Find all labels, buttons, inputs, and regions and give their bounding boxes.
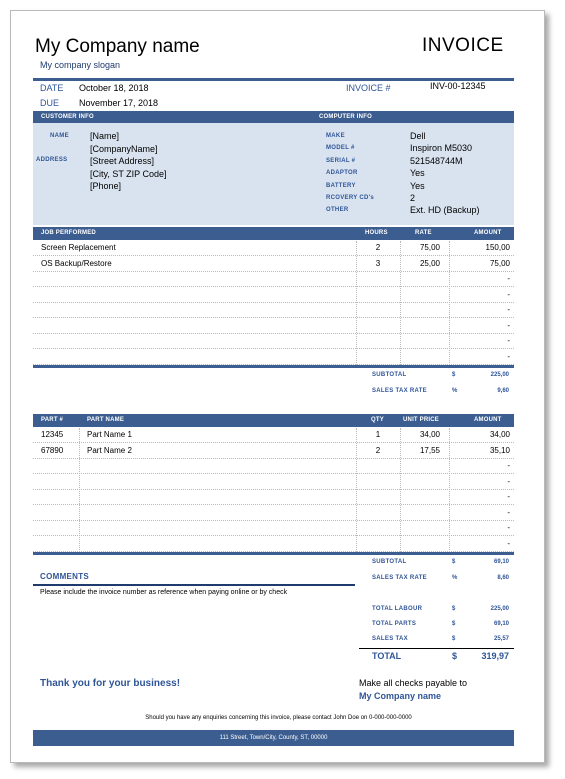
jobs-cell-amount: - <box>507 305 510 314</box>
footer-address-bar: 111 Street, Town/City, County, ST, 00000 <box>33 730 514 746</box>
parts-cell-part_no: 67890 <box>41 445 64 455</box>
parts-tax-value: 8,60 <box>497 575 509 581</box>
jobs-tax-label: SALES TAX RATE <box>372 388 427 394</box>
column-divider <box>79 428 80 552</box>
parts-col-qty: QTY <box>371 417 384 423</box>
table-row <box>33 350 514 365</box>
grand-total-value: 319,97 <box>481 651 509 661</box>
customer-info-heading: CUSTOMER INFO <box>41 114 94 120</box>
table-row <box>33 319 514 334</box>
table-row <box>33 506 514 521</box>
jobs-cell-rate: 75,00 <box>419 243 440 252</box>
table-row <box>33 272 514 287</box>
parts-header-bar <box>33 414 514 427</box>
jobs-cell-job: OS Backup/Restore <box>41 258 112 268</box>
parts-subtotal-currency: $ <box>452 559 456 565</box>
parts-cell-amount: - <box>507 538 510 548</box>
computer-field-value: 521548744M <box>410 155 463 166</box>
parts-col-amount: AMOUNT <box>474 417 502 423</box>
total-tax-value: 25,57 <box>493 636 509 642</box>
computer-info-heading: COMPUTER INFO <box>319 114 372 120</box>
company-name: My Company name <box>35 36 200 57</box>
parts-subtotal-label: SUBTOTAL <box>372 559 407 565</box>
parts-cell-amount: - <box>507 461 510 470</box>
parts-cell-amount: - <box>507 492 510 501</box>
info-box <box>33 123 514 225</box>
invoice-page <box>10 10 545 763</box>
computer-field-label: MAKE <box>326 133 345 139</box>
computer-field-value: Dell <box>410 131 426 141</box>
table-row <box>33 459 514 474</box>
jobs-bottom-rule <box>33 365 514 368</box>
customer-line: [Street Address] <box>90 156 155 166</box>
date-value: October 18, 2018 <box>79 83 149 93</box>
thank-you-message: Thank you for your business! <box>40 678 181 689</box>
parts-cell-amount: 35,10 <box>489 445 510 455</box>
jobs-col-amount: AMOUNT <box>474 230 502 236</box>
table-row <box>33 334 514 349</box>
parts-cell-amount: - <box>507 507 510 517</box>
jobs-tax-percent: % <box>452 388 458 394</box>
invoice-number-value: INV-00-12345 <box>430 81 486 91</box>
parts-table <box>33 428 514 552</box>
total-parts-value: 69,10 <box>493 621 509 627</box>
computer-field-label: RCOVERY CD's <box>326 195 375 201</box>
parts-col-part-no: PART # <box>41 417 64 423</box>
due-value: November 17, 2018 <box>79 98 159 108</box>
total-labour-currency: $ <box>452 606 456 612</box>
computer-field-value: 2 <box>410 193 416 203</box>
computer-field-label: ADAPTOR <box>326 170 358 177</box>
table-row <box>33 475 514 490</box>
invoice-title: INVOICE <box>422 35 504 56</box>
total-tax-currency: $ <box>452 636 456 642</box>
parts-cell-unit_price: 17,55 <box>419 445 440 455</box>
computer-field-value: Yes <box>410 180 425 191</box>
jobs-col-rate: RATE <box>415 230 432 236</box>
total-tax-label: SALES TAX <box>372 636 408 642</box>
total-labour-label: TOTAL LABOUR <box>372 606 423 612</box>
jobs-col-hours: HOURS <box>365 230 388 236</box>
column-divider <box>400 428 401 552</box>
table-row <box>33 490 514 505</box>
grand-total-currency: $ <box>452 651 458 661</box>
table-row <box>33 241 514 256</box>
payable-line: Make all checks payable to <box>359 678 468 688</box>
date-label: DATE <box>40 83 64 93</box>
parts-cell-amount: 34,00 <box>489 430 510 439</box>
customer-line: [Name] <box>90 131 120 141</box>
table-row <box>33 257 514 272</box>
jobs-cell-amount: - <box>507 336 510 345</box>
column-divider <box>449 241 450 365</box>
parts-col-part-name: PART NAME <box>87 417 125 423</box>
computer-field-label: SERIAL # <box>326 157 356 164</box>
table-row <box>33 428 514 443</box>
customer-line: [Phone] <box>90 181 122 191</box>
table-row <box>33 288 514 303</box>
total-rule <box>359 648 514 649</box>
jobs-header-bar <box>33 227 514 240</box>
parts-cell-amount: - <box>507 476 510 486</box>
table-row <box>33 303 514 318</box>
computer-field-label: OTHER <box>326 207 349 214</box>
comments-label: COMMENTS <box>40 572 90 581</box>
total-parts-currency: $ <box>452 621 456 627</box>
jobs-subtotal-currency: $ <box>452 372 456 378</box>
table-row <box>33 444 514 459</box>
jobs-cell-amount: - <box>507 274 510 283</box>
due-label: DUE <box>40 98 60 108</box>
customer-address-label: ADDRESS <box>36 157 68 163</box>
column-divider <box>356 241 357 365</box>
jobs-cell-rate: 25,00 <box>419 258 440 268</box>
column-divider <box>356 428 357 552</box>
total-parts-label: TOTAL PARTS <box>372 621 417 627</box>
customer-line: [CompanyName] <box>90 143 158 154</box>
total-labour-value: 225,00 <box>490 606 509 612</box>
company-slogan: My company slogan <box>40 60 121 70</box>
comments-text: Please include the invoice number as reference when paying online or by check <box>40 589 288 596</box>
computer-field-label: BATTERY <box>326 182 356 189</box>
payable-company: My Company name <box>359 691 442 701</box>
jobs-subtotal-value: 225,00 <box>490 372 509 378</box>
parts-cell-qty: 2 <box>375 445 381 455</box>
jobs-cell-amount: - <box>507 289 510 299</box>
column-divider <box>449 428 450 552</box>
parts-cell-part_name: Part Name 1 <box>87 430 132 439</box>
customer-line: [City, ST ZIP Code] <box>90 168 167 179</box>
parts-bottom-rule <box>33 552 514 555</box>
jobs-cell-hours: 2 <box>375 243 381 252</box>
parts-cell-unit_price: 34,00 <box>419 430 440 439</box>
jobs-table <box>33 241 514 365</box>
customer-name-label: NAME <box>50 133 69 139</box>
jobs-subtotal-label: SUBTOTAL <box>372 372 407 378</box>
jobs-cell-hours: 3 <box>375 258 381 268</box>
parts-tax-label: SALES TAX RATE <box>372 575 427 581</box>
parts-tax-percent: % <box>452 575 458 581</box>
jobs-cell-amount: - <box>507 351 510 361</box>
enquiry-note: Should you have any enquiries concerning this invoice, please contact John Doe on 0-000-000-0000 <box>145 715 412 721</box>
grand-total-label: TOTAL <box>372 651 402 661</box>
parts-cell-part_name: Part Name 2 <box>87 445 132 455</box>
column-divider <box>400 241 401 365</box>
computer-field-label: MODEL # <box>326 145 355 152</box>
computer-field-value: Yes <box>410 168 425 179</box>
jobs-tax-value: 9,60 <box>497 388 509 394</box>
jobs-cell-amount: - <box>507 320 510 330</box>
parts-cell-amount: - <box>507 523 510 532</box>
parts-subtotal-value: 69,10 <box>493 559 509 565</box>
jobs-cell-amount: 75,00 <box>489 258 510 268</box>
computer-field-value: Inspiron M5030 <box>410 143 473 154</box>
table-row <box>33 537 514 552</box>
parts-cell-qty: 1 <box>375 430 381 439</box>
parts-cell-part_no: 12345 <box>41 430 64 439</box>
parts-col-unit-price: UNIT PRICE <box>403 417 440 423</box>
comments-rule <box>33 584 355 586</box>
table-row <box>33 521 514 536</box>
jobs-cell-amount: 150,00 <box>485 243 510 252</box>
jobs-col-job: JOB PERFORMED <box>41 230 96 236</box>
computer-field-value: Ext. HD (Backup) <box>410 205 480 216</box>
invoice-number-label: INVOICE # <box>346 83 391 93</box>
jobs-cell-job: Screen Replacement <box>41 243 116 252</box>
